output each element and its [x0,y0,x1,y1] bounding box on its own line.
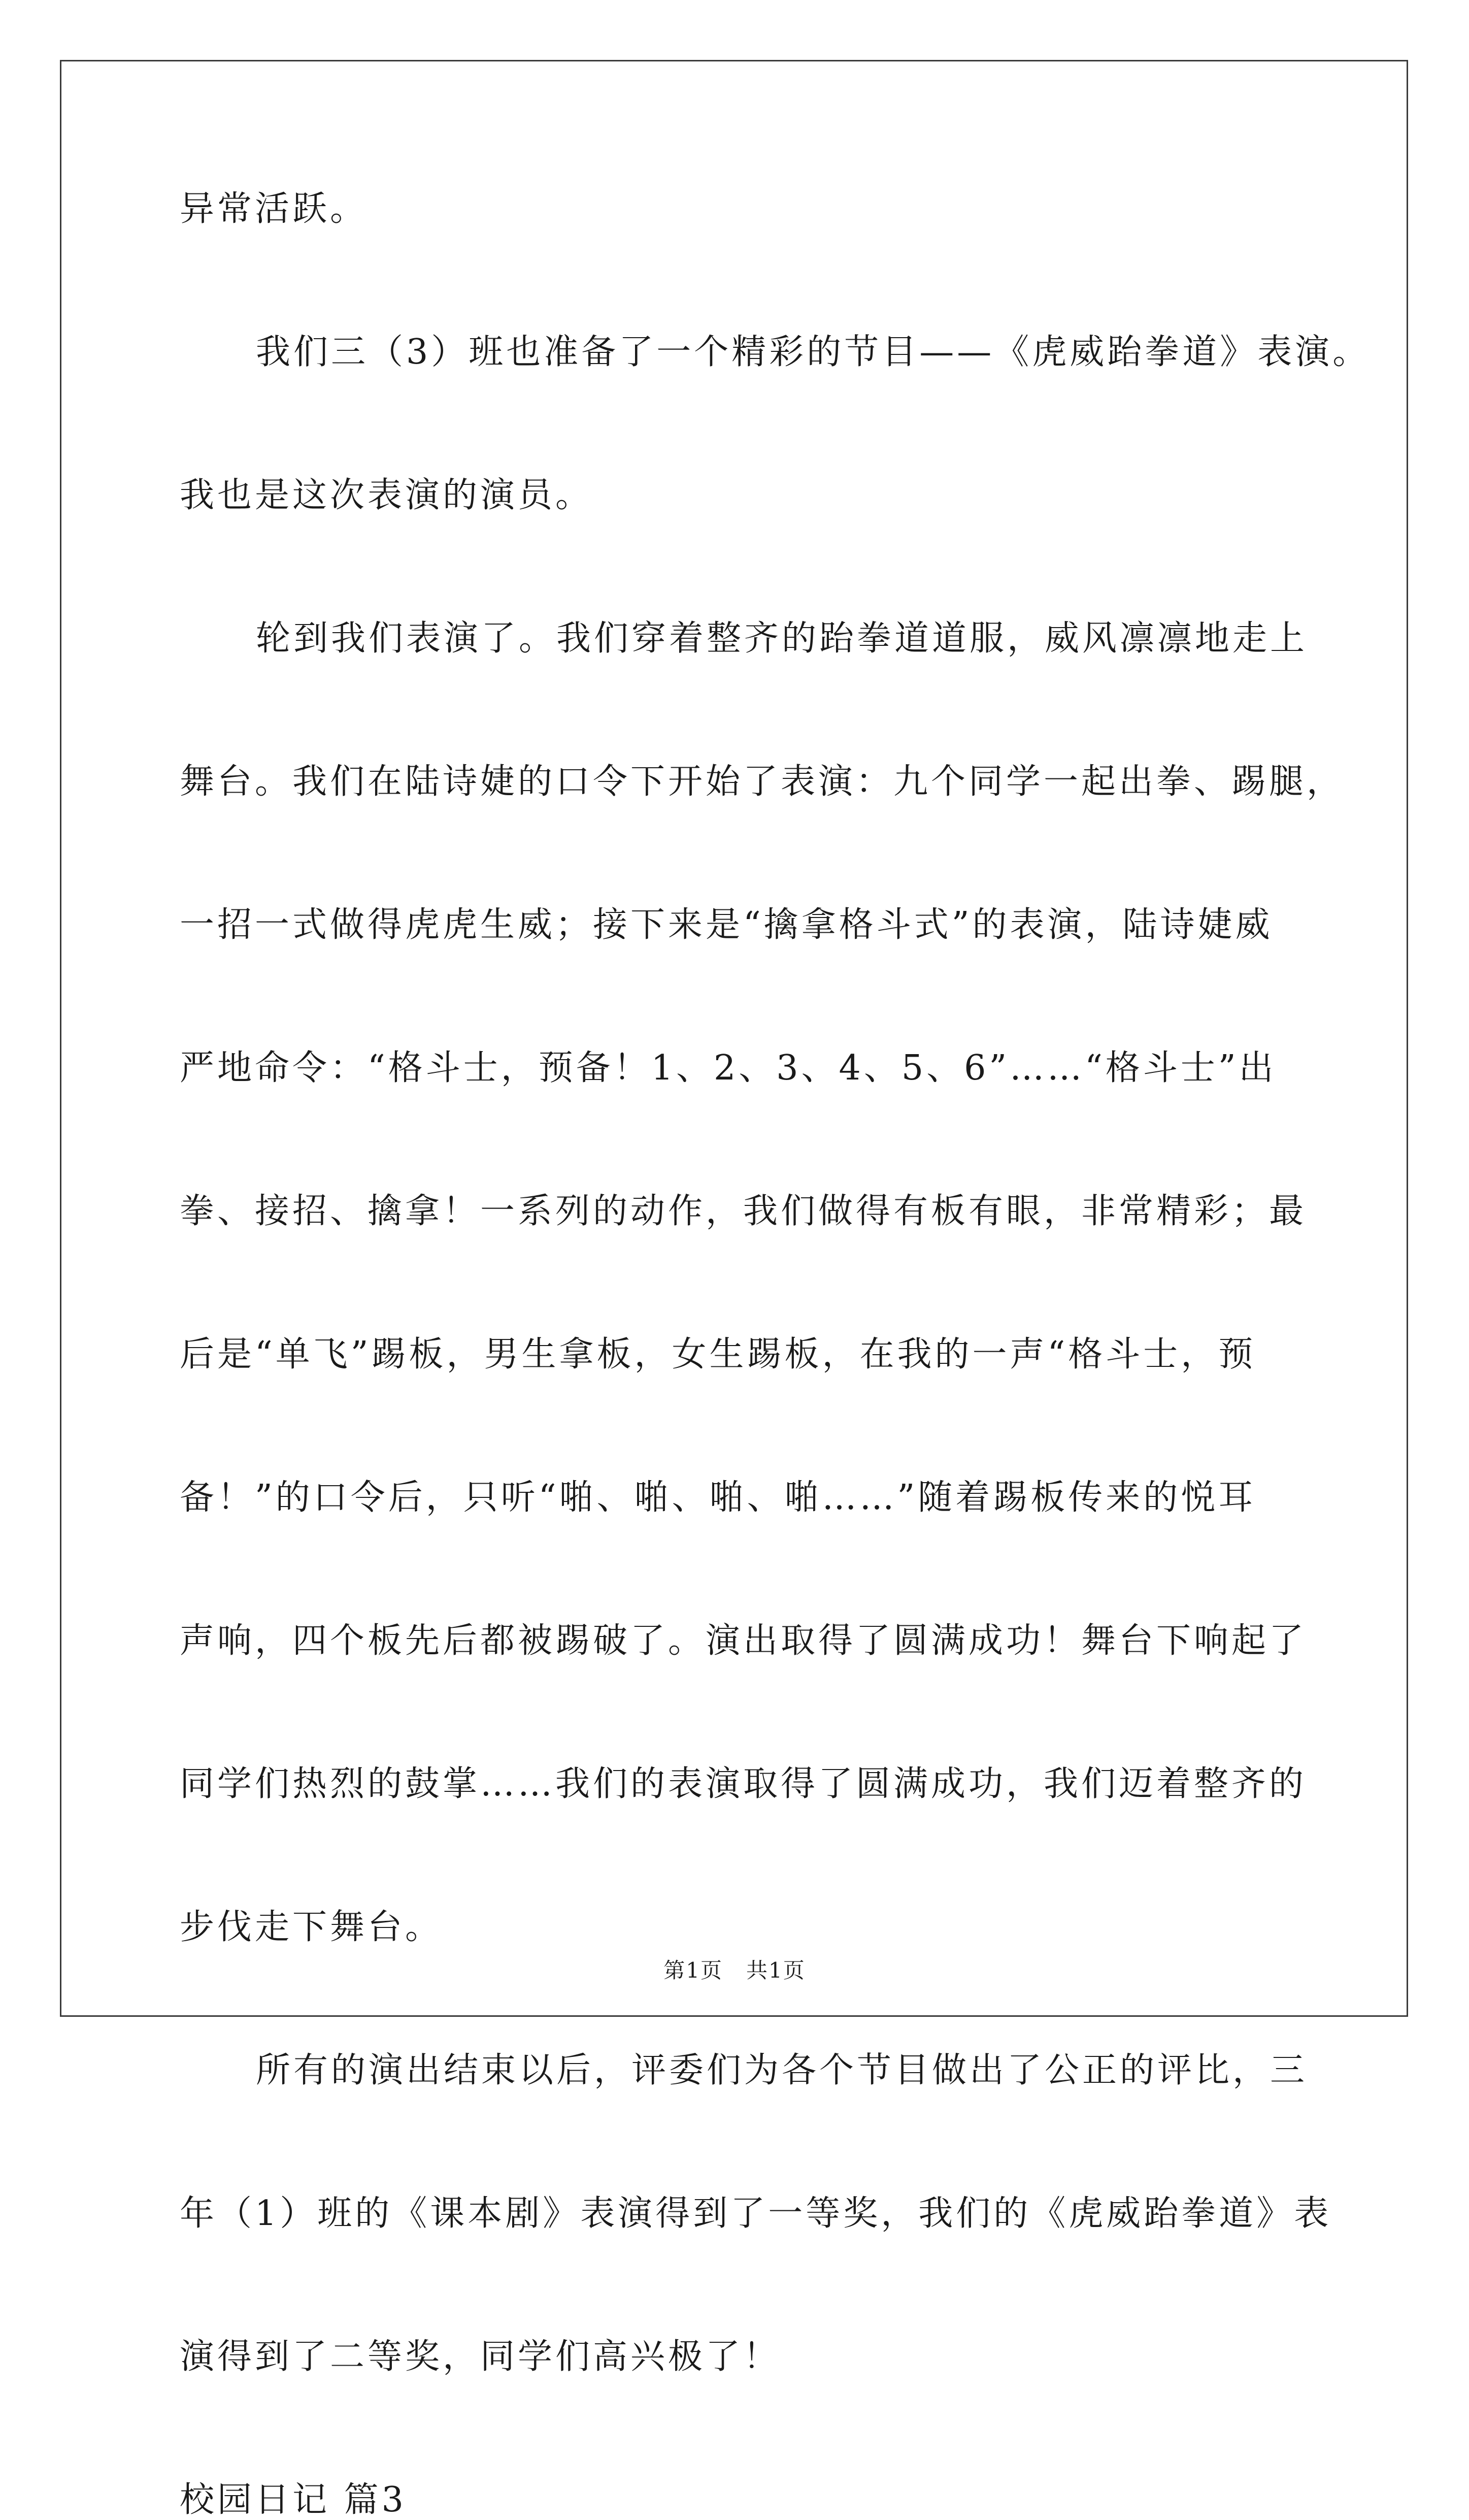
text-line: 严地命令：“格斗士，预备！1、2、3、4、5、6”……“格斗士”出 [180,1048,1277,1088]
text-line: 我们三（3）班也准备了一个精彩的节目——《虎威跆拳道》表演。 [256,332,1371,372]
text-line: 年（1）班的《课本剧》表演得到了一等奖，我们的《虎威跆拳道》表 [180,2194,1332,2234]
text-line: 我也是这次表演的演员。 [180,475,593,515]
text-line: 备！”的口令后，只听“啪、啪、啪、啪……”随着踢板传来的悦耳 [180,1478,1256,1518]
page-number-footer: 第1页 共1页 [663,1958,806,1983]
text-line: 声响，四个板先后都被踢破了。演出取得了圆满成功！舞台下响起了 [180,1621,1307,1661]
text-line: 所有的演出结束以后，评委们为各个节目做出了公正的评比，三 [256,2050,1308,2090]
text-line: 演得到了二等奖，同学们高兴极了！ [180,2337,781,2377]
text-line: 一招一式做得虎虎生威；接下来是“擒拿格斗式”的表演，陆诗婕威 [180,905,1273,945]
text-line: 步伐走下舞台。 [180,1907,443,1947]
text-line: 同学们热烈的鼓掌……我们的表演取得了圆满成功，我们迈着整齐的 [180,1764,1307,1804]
text-line: 拳、接招、擒拿！一系列的动作，我们做得有板有眼，非常精彩；最 [180,1191,1307,1231]
document-body [180,189,1371,2520]
text-line: 舞台。我们在陆诗婕的口令下开始了表演：九个同学一起出拳、踢腿， [180,762,1345,802]
text-line: 轮到我们表演了。我们穿着整齐的跆拳道道服，威风凛凛地走上 [256,618,1308,659]
text-line: 异常活跃。 [180,189,368,229]
section-heading: 校园日记 篇3 [180,2480,407,2520]
text-line: 后是“单飞”踢板，男生拿板，女生踢板，在我的一声“格斗士，预 [180,1334,1256,1374]
